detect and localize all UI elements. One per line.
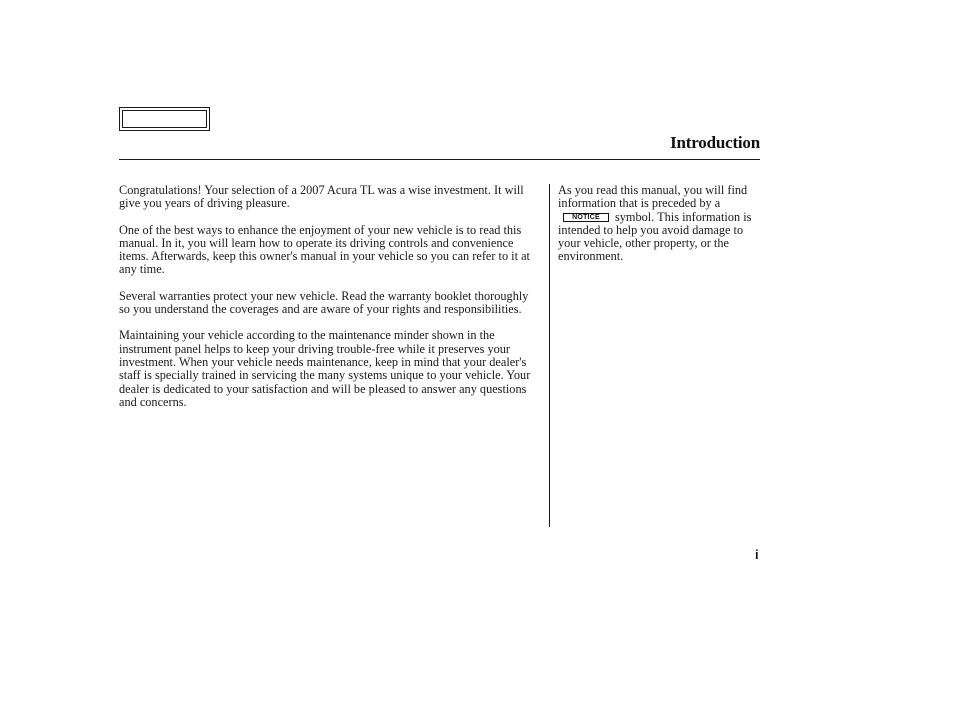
paragraph-notice-info: [558, 184, 760, 264]
paragraph-read-manual: One of the best ways to enhance the enjoyment of your new vehicle is to read this manual. In it, you will learn how to operate its driving controls and convenience items. Afterwards, keep this owner's manual in your vehicle so you can refer to it at any time.: [119, 222, 530, 277]
table-of-contents-box[interactable]: [119, 107, 210, 131]
notice-text-before: As you read this manual, you will find information that is preceded by a: [558, 183, 748, 211]
right-column: [558, 184, 760, 277]
header-divider: [119, 159, 760, 160]
paragraph-maintenance: Maintaining your vehicle according to the maintenance minder shown in the instrument panel helps to keep your driving trouble-free while it preserves your investment. When your vehicle needs maintenance, keep in mind that your dealer's staff is specially trained in servicing the many systems unique to your vehicle. Your dealer is dedicated to your satisfaction and will be pleased to answer any questions and concerns.: [119, 328, 531, 409]
page-title: Introduction: [670, 133, 760, 152]
column-divider: [549, 184, 550, 527]
paragraph-warranties: Several warranties protect your new vehicle. Read the warranty booklet thoroughly so you understand the coverages and are aware of your rights and responsibilities.: [119, 288, 529, 317]
notice-text-after: symbol. This information is intended to help you avoid damage to your vehicle, other property, or the environment.: [558, 209, 752, 264]
notice-symbol: NOTICE: [563, 213, 609, 222]
left-column: [119, 184, 537, 422]
page-number: i: [755, 547, 759, 562]
paragraph-congratulations: Congratulations! Your selection of a 2007 Acura TL was a wise investment. It will give you years of driving pleasure.: [119, 183, 524, 211]
